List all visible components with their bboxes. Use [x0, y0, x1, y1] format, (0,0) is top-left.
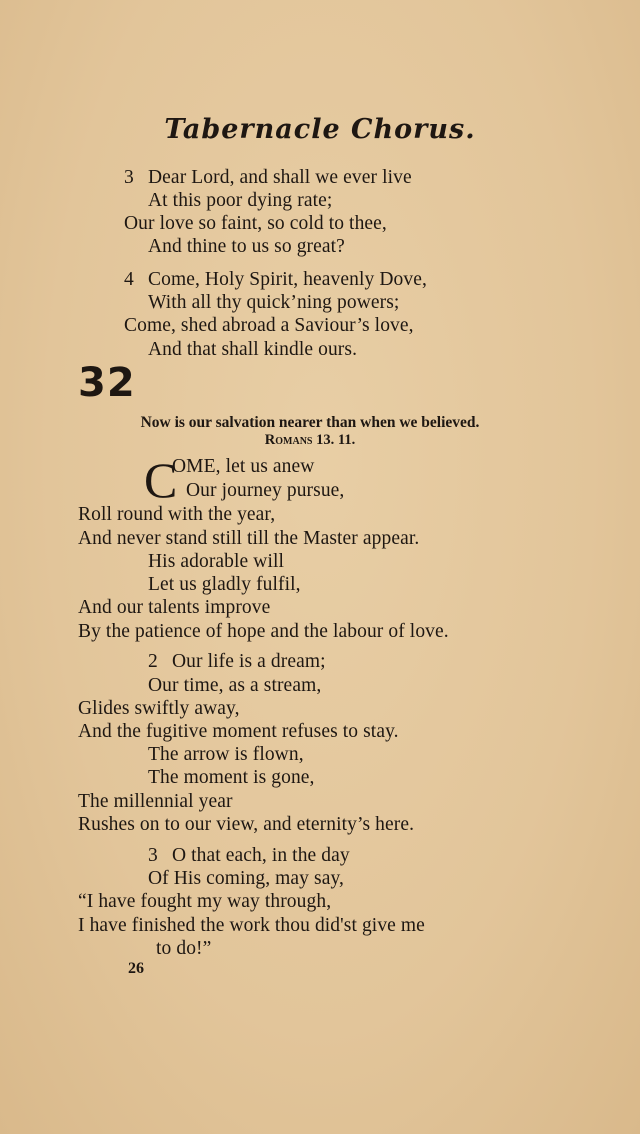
verse-line: And thine to us so great?: [148, 236, 345, 257]
verse-line: Roll round with the year,: [78, 504, 276, 525]
verse-line: The moment is gone,: [148, 767, 315, 788]
verse-line: And never stand still till the Master appear.: [78, 528, 420, 549]
verse-line: Our life is a dream;: [172, 651, 326, 672]
hymn-number: 32: [78, 360, 136, 406]
page-number: 26: [128, 960, 144, 977]
drop-cap: C: [144, 452, 178, 508]
verse-line: Our love so faint, so cold to thee,: [124, 213, 387, 234]
verse-line: With all thy quick’ning powers;: [148, 292, 400, 313]
verse-number: 4: [124, 269, 134, 290]
verse-line: Come, shed abroad a Saviour’s love,: [124, 315, 414, 336]
verse-line: “I have fought my way through,: [78, 891, 332, 912]
verse-line: The millennial year: [78, 791, 233, 812]
verse-line: And our talents improve: [78, 597, 271, 618]
verse-line: Glides swiftly away,: [78, 698, 240, 719]
verse-line: O that each, in the day: [172, 845, 350, 866]
scripture-reference: Romans 13. 11.: [264, 432, 356, 448]
verse-line: And that shall kindle ours.: [148, 339, 358, 360]
running-header-title: Tabernacle Chorus.: [164, 114, 476, 145]
hymn-epigraph: Now is our salvation nearer than when we believed.: [140, 414, 480, 431]
verse-line: Our journey pursue,: [186, 480, 345, 501]
verse-line: Our time, as a stream,: [148, 675, 322, 696]
verse-line: The arrow is flown,: [148, 744, 304, 765]
verse-number: 2: [148, 651, 158, 672]
verse-line: Dear Lord, and shall we ever live: [148, 167, 412, 188]
verse-number: 3: [124, 167, 134, 188]
verse-line: His adorable will: [148, 551, 285, 572]
verse-line: to do!”: [156, 938, 212, 959]
verse-line: OME, let us anew: [172, 456, 315, 477]
verse-line: Of His coming, may say,: [148, 868, 345, 889]
verse-line: And the fugitive moment refuses to stay.: [78, 721, 399, 742]
verse-line: Rushes on to our view, and eternity’s here.: [78, 814, 415, 835]
verse-number: 3: [148, 845, 158, 866]
verse-line: At this poor dying rate;: [148, 190, 333, 211]
verse-line: Come, Holy Spirit, heavenly Dove,: [148, 269, 427, 290]
verse-line: Let us gladly fulfil,: [148, 574, 301, 595]
verse-line: By the patience of hope and the labour of love.: [78, 621, 449, 642]
verse-line: I have finished the work thou did'st give me: [78, 915, 425, 936]
